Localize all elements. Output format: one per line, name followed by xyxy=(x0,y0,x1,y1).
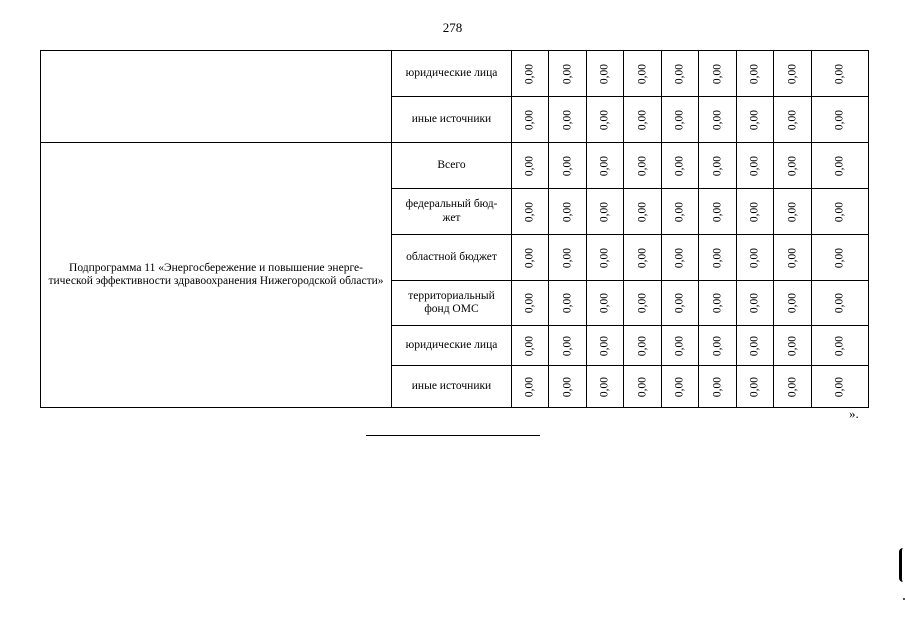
value-cell xyxy=(662,97,699,143)
value-text: 0,00 xyxy=(833,335,846,356)
value-text: 0,00 xyxy=(833,63,846,84)
value-text: 0,00 xyxy=(523,63,536,84)
value-cell xyxy=(624,326,662,366)
value-cell xyxy=(699,235,737,281)
value-cell xyxy=(512,51,549,97)
value-cell xyxy=(699,281,737,326)
value-text: 0,00 xyxy=(710,201,723,222)
value-text: 0,00 xyxy=(635,247,648,268)
value-cell xyxy=(699,97,737,143)
value-cell xyxy=(812,326,869,366)
value-cell xyxy=(624,366,662,408)
value-text: 0,00 xyxy=(523,109,536,130)
value-text: 0,00 xyxy=(748,109,761,130)
value-cell xyxy=(737,235,774,281)
value-cell xyxy=(624,281,662,326)
value-cell xyxy=(774,281,812,326)
value-cell xyxy=(699,366,737,408)
value-cell xyxy=(737,281,774,326)
value-cell xyxy=(587,326,624,366)
value-cell xyxy=(624,189,662,235)
value-text: 0,00 xyxy=(560,63,573,84)
funding-source-cell: областной бюджет xyxy=(392,235,512,281)
value-cell xyxy=(774,189,812,235)
funding-table-body xyxy=(41,51,869,408)
funding-source-cell: иные источники xyxy=(392,366,512,408)
value-cell xyxy=(812,97,869,143)
value-cell xyxy=(587,97,624,143)
value-text: 0,00 xyxy=(748,155,761,176)
value-cell xyxy=(774,235,812,281)
value-cell xyxy=(549,235,587,281)
value-cell xyxy=(624,143,662,189)
value-text: 0,00 xyxy=(560,109,573,130)
value-text: 0,00 xyxy=(673,247,686,268)
value-text: 0,00 xyxy=(560,201,573,222)
value-cell xyxy=(774,366,812,408)
value-cell xyxy=(774,143,812,189)
value-cell xyxy=(624,97,662,143)
value-cell xyxy=(699,143,737,189)
value-text: 0,00 xyxy=(635,63,648,84)
value-text: 0,00 xyxy=(598,155,611,176)
value-text: 0,00 xyxy=(748,292,761,314)
value-text: 0,00 xyxy=(748,63,761,84)
funding-source-cell: федеральный бюд- жет xyxy=(392,189,512,235)
program-name-cell: Подпрограмма 11 «Энергосбережение и повышение энерге- тической эффективности здравоохранения Нижегородской области» xyxy=(41,143,392,408)
value-text: 0,00 xyxy=(710,335,723,356)
value-text: 0,00 xyxy=(710,376,723,397)
value-cell xyxy=(587,143,624,189)
value-cell xyxy=(812,366,869,408)
value-text: 0,00 xyxy=(598,376,611,397)
value-cell xyxy=(662,326,699,366)
value-cell xyxy=(512,281,549,326)
value-cell xyxy=(549,366,587,408)
value-text: 0,00 xyxy=(635,292,648,314)
value-cell xyxy=(737,97,774,143)
value-cell xyxy=(812,51,869,97)
value-text: 0,00 xyxy=(523,335,536,356)
value-text: 0,00 xyxy=(598,335,611,356)
value-text: 0,00 xyxy=(785,335,798,356)
value-cell xyxy=(662,366,699,408)
value-cell xyxy=(812,235,869,281)
value-text: 0,00 xyxy=(710,63,723,84)
value-cell xyxy=(812,281,869,326)
value-cell xyxy=(737,143,774,189)
divider-line xyxy=(366,435,540,436)
value-text: 0,00 xyxy=(673,63,686,84)
value-cell xyxy=(699,51,737,97)
value-text: 0,00 xyxy=(833,376,846,397)
value-text: 0,00 xyxy=(710,292,723,314)
value-cell xyxy=(662,281,699,326)
value-text: 0,00 xyxy=(833,201,846,222)
value-cell xyxy=(587,235,624,281)
program-name-cell xyxy=(41,51,392,143)
value-text: 0,00 xyxy=(748,335,761,356)
value-text: 0,00 xyxy=(785,109,798,130)
value-text: 0,00 xyxy=(598,63,611,84)
value-text: 0,00 xyxy=(560,155,573,176)
value-text: 0,00 xyxy=(673,292,686,314)
value-cell xyxy=(549,326,587,366)
value-text: 0,00 xyxy=(833,292,846,314)
value-text: 0,00 xyxy=(635,335,648,356)
value-cell xyxy=(512,326,549,366)
value-cell xyxy=(549,281,587,326)
value-cell xyxy=(737,326,774,366)
value-cell xyxy=(737,366,774,408)
value-cell xyxy=(699,326,737,366)
value-text: 0,00 xyxy=(785,292,798,314)
value-text: 0,00 xyxy=(598,109,611,130)
value-text: 0,00 xyxy=(635,376,648,397)
value-text: 0,00 xyxy=(785,376,798,397)
value-text: 0,00 xyxy=(635,109,648,130)
funding-table xyxy=(40,50,869,408)
value-text: 0,00 xyxy=(748,247,761,268)
value-cell xyxy=(512,235,549,281)
value-text: 0,00 xyxy=(833,109,846,130)
value-text: 0,00 xyxy=(598,201,611,222)
value-cell xyxy=(812,143,869,189)
value-text: 0,00 xyxy=(710,155,723,176)
value-cell xyxy=(549,51,587,97)
funding-source-cell: иные источники xyxy=(392,97,512,143)
value-text: 0,00 xyxy=(560,335,573,356)
value-text: 0,00 xyxy=(523,292,536,314)
value-text: 0,00 xyxy=(785,201,798,222)
value-text: 0,00 xyxy=(673,155,686,176)
page-number: 278 xyxy=(442,20,463,35)
value-cell xyxy=(587,281,624,326)
value-text: 0,00 xyxy=(523,247,536,268)
value-text: 0,00 xyxy=(673,335,686,356)
funding-source-cell: юридические лица xyxy=(392,51,512,97)
value-cell xyxy=(662,51,699,97)
value-text: 0,00 xyxy=(785,155,798,176)
value-text: 0,00 xyxy=(710,247,723,268)
value-text: 0,00 xyxy=(748,376,761,397)
value-cell xyxy=(662,189,699,235)
value-text: 0,00 xyxy=(673,201,686,222)
value-cell xyxy=(774,51,812,97)
value-text: 0,00 xyxy=(560,247,573,268)
value-cell xyxy=(587,189,624,235)
value-cell xyxy=(737,51,774,97)
value-text: 0,00 xyxy=(598,292,611,314)
value-text: 0,00 xyxy=(833,247,846,268)
value-text: 0,00 xyxy=(710,109,723,130)
value-cell xyxy=(512,189,549,235)
value-text: 0,00 xyxy=(673,109,686,130)
value-text: 0,00 xyxy=(635,155,648,176)
value-text: 0,00 xyxy=(785,247,798,268)
value-text: 0,00 xyxy=(560,292,573,314)
value-text: 0,00 xyxy=(523,376,536,397)
value-cell xyxy=(549,189,587,235)
value-text: 0,00 xyxy=(785,63,798,84)
value-cell xyxy=(512,366,549,408)
value-cell xyxy=(549,143,587,189)
value-cell xyxy=(699,189,737,235)
value-cell xyxy=(512,143,549,189)
value-cell xyxy=(549,97,587,143)
closing-quote-mark: ». xyxy=(849,406,859,421)
value-cell xyxy=(587,366,624,408)
value-text: 0,00 xyxy=(635,201,648,222)
value-cell xyxy=(774,326,812,366)
table-row xyxy=(41,51,869,97)
value-text: 0,00 xyxy=(560,376,573,397)
funding-source-cell: территориальный фонд ОМС xyxy=(392,281,512,326)
value-cell xyxy=(587,51,624,97)
value-cell xyxy=(662,235,699,281)
table-row xyxy=(41,143,869,189)
value-text: 0,00 xyxy=(748,201,761,222)
value-cell xyxy=(812,189,869,235)
value-cell xyxy=(512,97,549,143)
value-text: 0,00 xyxy=(523,155,536,176)
value-text: 0,00 xyxy=(833,155,846,176)
value-text: 0,00 xyxy=(673,376,686,397)
value-cell xyxy=(624,235,662,281)
funding-source-cell: Всего xyxy=(392,143,512,189)
value-cell xyxy=(737,189,774,235)
value-cell xyxy=(662,143,699,189)
value-text: 0,00 xyxy=(598,247,611,268)
scan-edge-mark xyxy=(899,548,905,582)
value-text: 0,00 xyxy=(523,201,536,222)
value-cell xyxy=(774,97,812,143)
value-cell xyxy=(624,51,662,97)
funding-source-cell: юридические лица xyxy=(392,326,512,366)
